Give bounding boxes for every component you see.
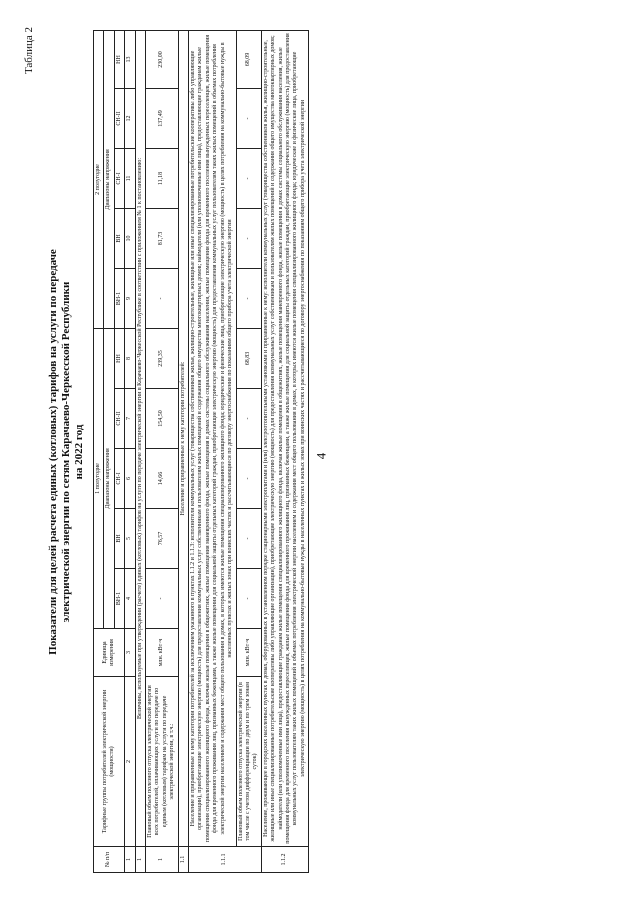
header-num: № п/п (94, 847, 125, 873)
col-num: 5 (125, 509, 135, 569)
col-num: 12 (125, 89, 135, 149)
row-text: Плановый объем полезного отпуска электрической энергии (в том числе с учетом дифференциации по двум и по трем зонам суток) (236, 677, 261, 847)
header-ranges-2: Диапазоны напряжения (104, 31, 114, 329)
tariff-table (93, 30, 309, 873)
value-cell: - (236, 449, 261, 509)
row-text: Население и приравненные к нему категории потребителей: (178, 31, 188, 847)
col-num: 6 (125, 449, 135, 509)
header-v: СН-II (114, 89, 124, 149)
header-v: ВН-1 (114, 569, 124, 629)
value-cell: 239,35 (146, 329, 179, 389)
col-num: 3 (125, 629, 135, 677)
value-cell: - (236, 389, 261, 449)
title-line-3: на 2022 год (73, 424, 85, 480)
intro-row (135, 31, 145, 873)
col-num: 8 (125, 329, 135, 389)
header-v: ВН (114, 209, 124, 269)
value-cell: - (236, 569, 261, 629)
page-number: 4 (313, 452, 329, 460)
header-row-1 (94, 31, 104, 873)
value-cell: - (236, 149, 261, 209)
table-row-1-1-1-values (236, 31, 261, 873)
value-cell: 76,57 (146, 509, 179, 569)
intro-num: 1 (135, 847, 145, 873)
col-num: 11 (125, 149, 135, 209)
value-cell: - (146, 569, 179, 629)
value-cell: - (146, 269, 179, 329)
col-num: 7 (125, 389, 135, 449)
row-text: Население и приравненные к нему категории потребителей за исключением указанного в пунктах 1.1.2 и 1.1.3: исполнители коммунальных услуг (товарищества собственников жилья, жилищно-строительные, жилищные или иные специализированные потребительские кооперативы либо управляющие организации), приобретающие электрическую энергию (мощность) для предоставления коммунальных услуг собственникам и пользователям жилых помещений и содержания общего имущества многоквартирных домов; наймодатели (или уполномоченные ими лица), предоставляющие гражданам жилые помещения специализированного жилищного фонда, включая жилые помещения в общежитиях, жилые помещения маневренного фонда, жилые помещения в домах системы социального обслуживания населения, жилые помещения фонда для временного поселения вынужденных переселенцев, жилые помещения фонда для временного проживания лиц, признанных беженцами, а также жилые помещения для социальной защиты отдельных категорий граждан, приобретающие электрическую энергию (мощность) для предоставления коммунальных услуг пользователям таких жилых помещений в объемах потребления электрической энергии населением и содержания мест общего пользования в домах, в которых имеются жилые помещения специализированного жилищного фонда; юридические и физические лица, приобретающие электрическую энергию (мощность) в целях потребления на коммунально-бытовые нужды в населенных пунктах и жилых зонах при воинских частях и рассчитывающиеся по договору энергоснабжения по показаниям общего прибора учета электрической энергии (189, 31, 236, 847)
row-num: 1.1.2 (261, 847, 308, 873)
table-row-1-1-2 (261, 31, 308, 873)
value-cell: 11,18 (146, 149, 179, 209)
row-text: Плановый объем полезного отпуска электрической энергии всех потребителей, оплачивающих услуги по передаче по единым (котловым) тарифам на услуги по передаче электрической энергии, в т.ч.: (146, 677, 179, 847)
table-label: Таблица 2 (23, 27, 35, 75)
col-num: 2 (125, 677, 135, 847)
col-num: 9 (125, 269, 135, 329)
table-row-1-1 (178, 31, 188, 873)
value-cell: - (236, 509, 261, 569)
header-unit: Единица измерения (94, 629, 125, 677)
row-num: 1 (146, 847, 179, 873)
row-unit: млн. кВт·ч (236, 629, 261, 677)
value-cell: 137,49 (146, 89, 179, 149)
col-num: 13 (125, 31, 135, 89)
header-v: СН-I (114, 149, 124, 209)
header-v: СН-I (114, 449, 124, 509)
column-number-row (125, 31, 135, 873)
value-cell: 68,83 (236, 329, 261, 389)
row-text: Население, проживающее в городских населенных пунктах в домах, оборудованных в установленном порядке стационарными электроплитами и (или) электроотопительными установками и приравненные к нему: исполнители коммунальных услуг (товарищества собственников жилья, жилищно-строительные, жилищные или иные специализированные потребительские кооперативы либо управляющие организации), приобретающие электрическую энергию (мощность) для предоставления коммунальных услуг собственникам и пользователям жилых помещений и содержания общего имущества многоквартирных домов; наймодатели (или уполномоченные ими лица), предоставляющие гражданам жилые помещения специализированного жилищного фонда, включая жилые помещения в общежитиях, жилые помещения маневренного фонда, жилые помещения в домах системы социального обслуживания населения, жилые помещения фонда для временного поселения вынужденных переселенцев, жилые помещения фонда для временного проживания лиц, признанных беженцами, а также жилые помещения для социальной защиты отдельных категорий граждан, приобретающие электрическую энергию (мощность) для предоставления коммунальных услуг пользователям таких жилых помещений в объемах потребления электрической энергии населением и содержания мест общего пользования в домах, в которых имеются жилые помещения специализированного жилищного фонда; юридические и физические лица, приобретающие электрическую энергию (мощность) в целях потребления на коммунально-бытовые нужды в населенных пунктах и жилых зонах при воинских частях и рассчитывающиеся по договору энергоснабжения по показаниям общего прибора учета электрической энергии (261, 31, 308, 847)
header-half-1: 1 полугодие (94, 329, 104, 629)
header-group: Тарифные группы потребителей электрической энергии (мощности) (94, 677, 125, 847)
document-title (47, 17, 86, 887)
header-ranges-1: Диапазоны напряжения (104, 329, 114, 629)
col-num: 1 (125, 847, 135, 873)
value-cell: - (236, 89, 261, 149)
value-cell: - (236, 269, 261, 329)
intro-text: Величины, используемые при утверждении (расчете) единых (котловых) тарифов на услуги по передаче электрической энергии в Карачаево-Черкесской Республике в соответствии с приложением № 1 к постановлению: (135, 31, 145, 847)
title-line-2: электрической энергии по сетям Карачаево-Черкесской Республики (60, 281, 72, 623)
col-num: 4 (125, 569, 135, 629)
header-v: ВН (114, 509, 124, 569)
value-cell: 81,73 (146, 209, 179, 269)
table-row-1 (146, 31, 179, 873)
table-row-1-1-1-desc (189, 31, 236, 873)
header-v: СН-II (114, 389, 124, 449)
row-num: 1.1 (178, 847, 188, 873)
value-cell: 154,50 (146, 389, 179, 449)
value-cell: - (236, 209, 261, 269)
value-cell: 14,66 (146, 449, 179, 509)
header-v: ВН-1 (114, 269, 124, 329)
header-half-2: 2 полугодие (94, 31, 104, 329)
row-unit: млн. кВт·ч (146, 629, 179, 677)
header-v: НН (114, 31, 124, 89)
col-num: 10 (125, 209, 135, 269)
value-cell: 230,00 (146, 31, 179, 89)
title-line-1: Показатели для целей расчета единых (котловых) тарифов на услуги по передаче (47, 249, 59, 655)
value-cell: 68,09 (236, 31, 261, 89)
header-v: НН (114, 329, 124, 389)
row-num: 1.1.1 (189, 847, 262, 873)
rotated-page-content (15, 17, 625, 887)
